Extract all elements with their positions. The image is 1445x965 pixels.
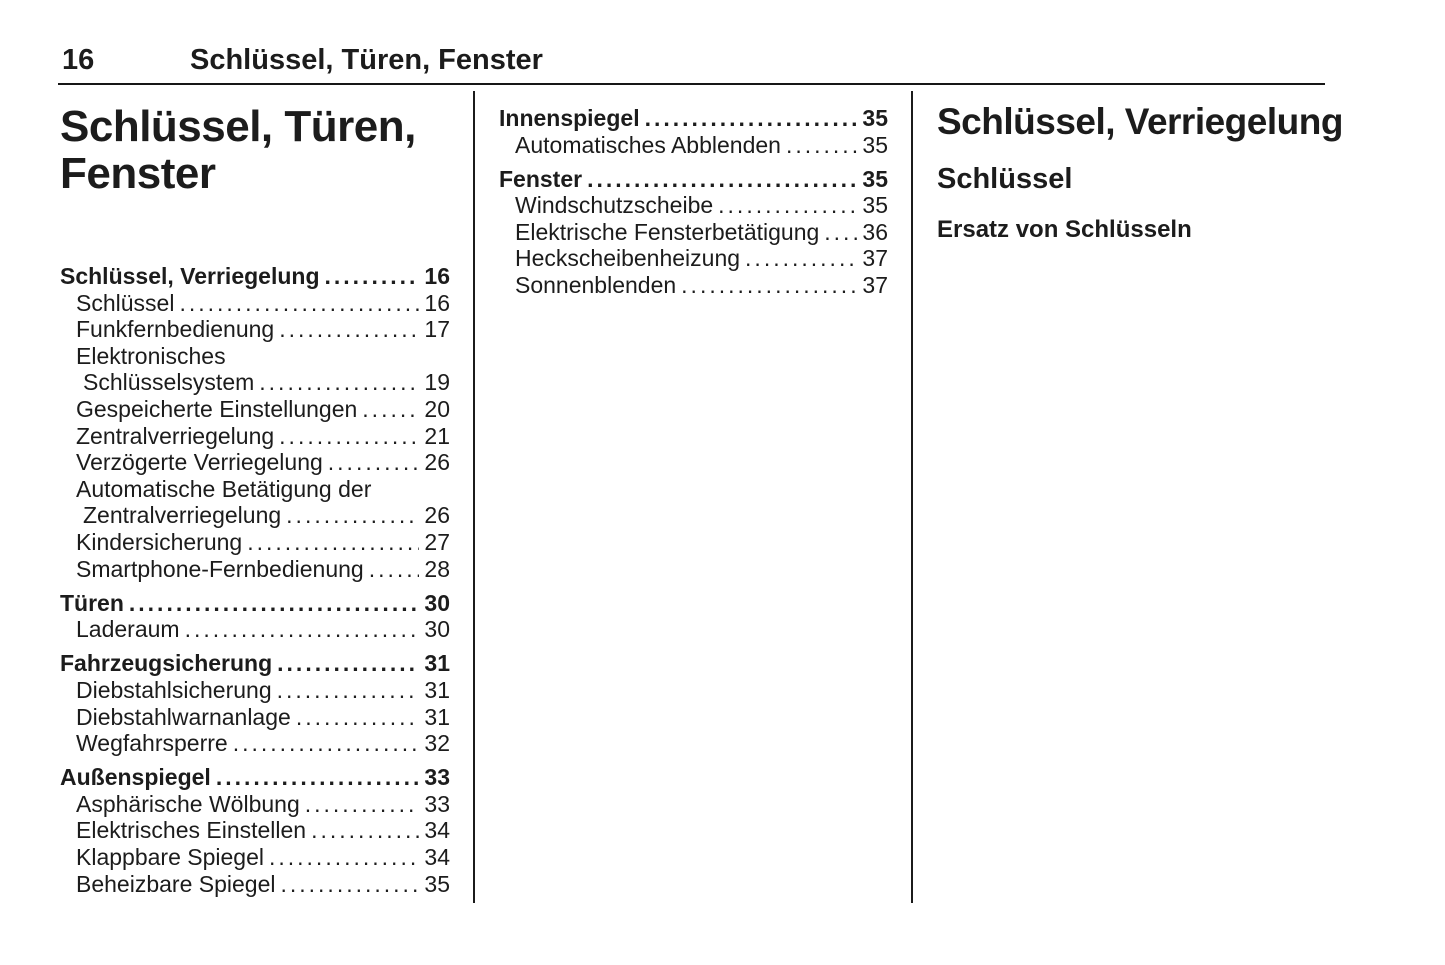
toc-entry-label: Schlüssel bbox=[76, 289, 175, 316]
toc-entry-label: Elektrisches Einstellen bbox=[76, 817, 307, 844]
toc-dot-leader bbox=[279, 423, 419, 450]
toc-dot-leader bbox=[233, 730, 420, 757]
toc-entry bbox=[60, 677, 450, 704]
toc-entry bbox=[60, 590, 450, 617]
toc-entry-page: 36 bbox=[862, 218, 888, 245]
toc-entry-label: Diebstahlsicherung bbox=[76, 676, 272, 703]
toc-entry-label: Innenspiegel bbox=[499, 105, 640, 131]
toc-entry-label: Diebstahlwarnanlage bbox=[76, 703, 291, 730]
toc-entry bbox=[60, 423, 450, 450]
toc-entry bbox=[499, 105, 888, 132]
toc-entry-label: Zentralverriegelung bbox=[76, 422, 275, 449]
toc-entry-page: 19 bbox=[424, 369, 450, 396]
toc-entry bbox=[60, 730, 450, 757]
toc-entry-page: 35 bbox=[424, 870, 450, 897]
toc-dot-leader bbox=[328, 449, 420, 476]
toc-dot-leader bbox=[718, 192, 857, 219]
toc-entry-label: Windschutzscheibe bbox=[515, 192, 714, 219]
toc-column-middle bbox=[499, 91, 888, 903]
toc-entry-label: Schlüsselsystem bbox=[83, 369, 255, 396]
toc-entry-page: 33 bbox=[424, 790, 450, 817]
toc-entry-page: 35 bbox=[862, 192, 888, 219]
section-title: Schlüssel, Verriegelung bbox=[937, 101, 1343, 142]
toc-dot-leader bbox=[645, 105, 858, 132]
toc-entry-label: Sonnenblenden bbox=[515, 272, 677, 299]
toc-dot-leader bbox=[247, 529, 419, 556]
toc-entry-page: 27 bbox=[424, 528, 450, 555]
toc-entry-label: Fenster bbox=[499, 165, 583, 192]
chapter-title: Schlüssel, Türen, Fenster bbox=[60, 102, 416, 198]
toc-entry-label: Automatische Betätigung der bbox=[76, 475, 372, 502]
toc-entry bbox=[60, 616, 450, 643]
toc-entry-label: Funkfernbedienung bbox=[76, 316, 275, 343]
subsection-title: Schlüssel bbox=[937, 163, 1073, 195]
toc-entry-label: Kindersicherung bbox=[76, 528, 243, 555]
toc-column-left bbox=[60, 91, 450, 903]
toc-entry bbox=[499, 219, 888, 246]
toc-entry-page: 16 bbox=[424, 263, 450, 289]
toc-dot-leader bbox=[286, 502, 419, 529]
toc-entry-label: Laderaum bbox=[76, 616, 180, 643]
toc-entry-label: Beheizbare Spiegel bbox=[76, 870, 276, 897]
toc-entry-label: Verzögerte Verriegelung bbox=[76, 449, 323, 476]
toc-entry-page: 37 bbox=[862, 245, 888, 272]
toc-dot-leader bbox=[311, 817, 419, 844]
toc-dot-leader bbox=[681, 272, 857, 299]
toc-entry bbox=[60, 343, 450, 370]
toc-entry-label: Asphärische Wölbung bbox=[76, 790, 300, 817]
toc-entry-page: 30 bbox=[424, 589, 450, 616]
section-text-column bbox=[937, 91, 1343, 903]
toc-dot-leader bbox=[259, 369, 419, 396]
toc-entry bbox=[60, 764, 450, 791]
header-chapter-title: Schlüssel, Türen, Fenster bbox=[190, 44, 543, 76]
toc-entry-label: Heckscheibenheizung bbox=[515, 245, 741, 272]
toc-entry-page: 26 bbox=[424, 449, 450, 476]
toc-entry-page: 26 bbox=[424, 502, 450, 529]
toc-entry-label: Smartphone-Fernbedienung bbox=[76, 555, 364, 582]
toc-dot-leader bbox=[179, 290, 419, 317]
toc-entry-label: Schlüssel, Verriegelung bbox=[60, 263, 320, 289]
toc-entry-label: Klappbare Spiegel bbox=[76, 843, 264, 870]
toc-entry-label: Türen bbox=[60, 589, 124, 616]
toc-dot-leader bbox=[325, 263, 420, 290]
toc-entry bbox=[60, 263, 450, 290]
toc-entry bbox=[499, 192, 888, 219]
toc-entry bbox=[60, 650, 450, 677]
column-divider bbox=[911, 91, 913, 903]
toc-entry-label: Automatisches Abblenden bbox=[515, 131, 781, 158]
toc-dot-leader bbox=[279, 316, 419, 343]
toc-entry bbox=[60, 369, 450, 396]
toc-entry-label: Fahrzeugsicherung bbox=[60, 650, 273, 677]
toc-entry bbox=[60, 817, 450, 844]
toc-entry-page: 34 bbox=[424, 843, 450, 870]
toc-entry bbox=[60, 290, 450, 317]
toc-entry-label: Zentralverriegelung bbox=[83, 502, 282, 529]
toc-entry-page: 37 bbox=[862, 272, 888, 299]
toc-entry-page: 16 bbox=[424, 289, 450, 316]
toc-dot-leader bbox=[296, 704, 420, 731]
column-divider bbox=[473, 91, 475, 903]
toc-entry bbox=[60, 316, 450, 343]
toc-entry-page: 30 bbox=[424, 616, 450, 643]
toc-dot-leader bbox=[745, 245, 857, 272]
toc-entry-page: 31 bbox=[424, 703, 450, 730]
toc-dot-leader bbox=[280, 871, 419, 898]
toc-dot-leader bbox=[786, 132, 857, 159]
toc-dot-leader bbox=[185, 616, 420, 643]
toc-dot-leader bbox=[129, 590, 420, 617]
toc-entry bbox=[60, 704, 450, 731]
toc-entry-page: 35 bbox=[862, 131, 888, 158]
toc-entry bbox=[60, 476, 450, 503]
content-columns bbox=[60, 91, 1445, 903]
toc-dot-leader bbox=[277, 677, 420, 704]
toc-entry bbox=[60, 396, 450, 423]
topic-title: Ersatz von Schlüsseln bbox=[937, 216, 1192, 243]
toc-entry-page: 17 bbox=[424, 316, 450, 343]
toc-entry-page: 31 bbox=[424, 650, 450, 677]
page-header bbox=[0, 0, 1445, 77]
toc-entry bbox=[499, 245, 888, 272]
toc-dot-leader bbox=[216, 764, 420, 791]
toc-entry bbox=[499, 132, 888, 159]
toc-entry-page: 34 bbox=[424, 817, 450, 844]
toc-entry-page: 33 bbox=[424, 764, 450, 791]
toc-entry-page: 20 bbox=[424, 395, 450, 422]
toc-entry bbox=[60, 871, 450, 898]
toc-entry bbox=[499, 166, 888, 193]
toc-entry bbox=[60, 844, 450, 871]
toc-dot-leader bbox=[362, 396, 419, 423]
toc-dot-leader bbox=[277, 650, 419, 677]
toc-dot-leader bbox=[269, 844, 419, 871]
toc-entry-page: 35 bbox=[862, 105, 888, 131]
toc-entry bbox=[60, 556, 450, 583]
toc-entry bbox=[60, 529, 450, 556]
toc-list-middle bbox=[499, 105, 888, 299]
page-number: 16 bbox=[62, 44, 95, 76]
toc-entry bbox=[499, 272, 888, 299]
toc-entry bbox=[60, 791, 450, 818]
toc-entry-page: 35 bbox=[862, 165, 888, 192]
toc-entry-page: 21 bbox=[424, 422, 450, 449]
toc-entry-label: Elektronisches bbox=[76, 342, 226, 369]
toc-entry-label: Außenspiegel bbox=[60, 764, 211, 791]
toc-list-left bbox=[60, 263, 450, 897]
toc-dot-leader bbox=[587, 166, 857, 193]
toc-dot-leader bbox=[305, 791, 420, 818]
toc-entry-page: 31 bbox=[424, 676, 450, 703]
toc-entry-label: Elektrische Fensterbetätigung bbox=[515, 218, 820, 245]
toc-entry-page: 32 bbox=[424, 730, 450, 757]
toc-entry bbox=[60, 502, 450, 529]
toc-dot-leader bbox=[824, 219, 857, 246]
toc-entry-label: Gespeicherte Einstellungen bbox=[76, 395, 358, 422]
toc-entry-label: Wegfahrsperre bbox=[76, 730, 228, 757]
toc-dot-leader bbox=[369, 556, 420, 583]
header-rule bbox=[58, 83, 1325, 85]
toc-entry-page: 28 bbox=[424, 555, 450, 582]
toc-entry bbox=[60, 449, 450, 476]
